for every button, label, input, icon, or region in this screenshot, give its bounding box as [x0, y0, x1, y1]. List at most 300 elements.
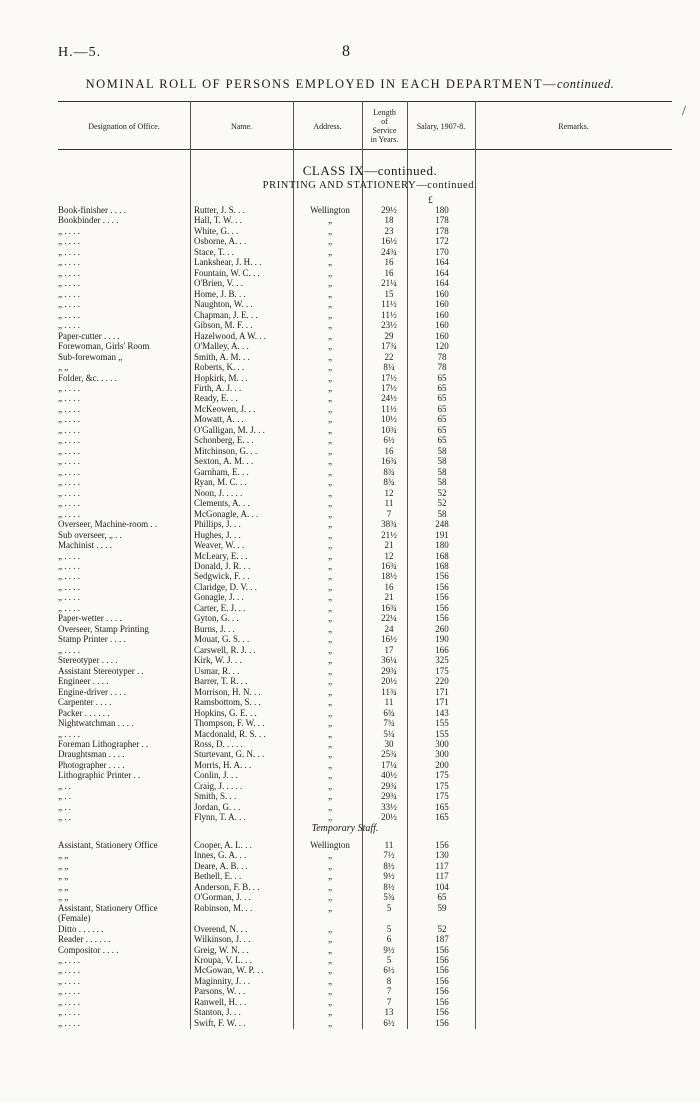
cell-address: „	[328, 850, 332, 861]
cell-address: „	[328, 944, 332, 955]
cell-name: Ryan, M. C. . .	[194, 477, 247, 488]
cell-address: „	[328, 923, 332, 934]
cell-designation: Compositor . . . .	[58, 944, 119, 955]
cell-salary: 180	[435, 540, 449, 551]
cell-name: Schonberg, E. . .	[194, 435, 254, 446]
cell-name: Stace, T. . .	[194, 246, 234, 257]
cell-designation: (Female)	[58, 913, 91, 924]
cell-address: „	[328, 236, 332, 247]
cell-address: „	[328, 225, 332, 236]
cell-address: „	[328, 871, 332, 882]
cell-salary: 58	[437, 508, 447, 519]
column-rule	[190, 149, 191, 1029]
department-title: PRINTING AND STATIONERY—continued.	[262, 180, 478, 191]
cell-address: „	[328, 466, 332, 477]
cell-name: Hopkirk, M. . .	[194, 372, 248, 383]
cell-address: „	[328, 770, 332, 781]
cell-address: „	[328, 215, 332, 226]
cell-name: Bethell, E. . .	[194, 871, 242, 882]
cell-name: Mowatt, A. . .	[194, 414, 244, 425]
cell-address: „	[328, 550, 332, 561]
cell-length: 7	[386, 986, 392, 997]
cell-length: 21½	[381, 529, 397, 540]
cell-length: 16	[384, 581, 394, 592]
cell-name: Parsons, W. . .	[194, 986, 246, 997]
cell-name: Cooper, A. L. . .	[194, 840, 252, 850]
cell-length: 29½	[381, 205, 397, 215]
cell-length: 25¾	[381, 749, 397, 760]
cell-designation: Reader . . . . . .	[58, 934, 111, 945]
cell-designation: „ . . . .	[58, 445, 80, 456]
cell-name: McGonagle, A. . .	[194, 508, 259, 519]
cell-name: Robinson, M. . .	[194, 902, 253, 913]
cell-designation: „ . .	[58, 812, 71, 823]
cell-length: 22	[384, 351, 394, 362]
column-header-length	[362, 108, 407, 144]
cell-address: „	[328, 246, 332, 257]
cell-name: Wilkinson, J. . .	[194, 934, 251, 945]
cell-name: Kroupa, V. L. . .	[194, 954, 252, 965]
cell-designation: Ditto . . . . . .	[58, 923, 104, 934]
cell-length: 16¾	[381, 456, 397, 467]
cell-length: 11½	[381, 309, 397, 320]
cell-name: Donald, J. R. . .	[194, 560, 251, 571]
cell-salary: 178	[435, 225, 449, 236]
cell-length: 6½	[383, 965, 395, 976]
cell-designation: „ . .	[58, 801, 71, 812]
cell-salary: 175	[435, 791, 449, 802]
cell-name: White, G. . .	[194, 225, 239, 236]
cell-length: 18½	[381, 571, 397, 582]
cell-address: „	[328, 571, 332, 582]
cell-salary: 164	[435, 278, 449, 289]
cell-salary: 160	[435, 288, 449, 299]
cell-length: 17½	[381, 382, 397, 393]
cell-designation: Book-finisher . . . .	[58, 205, 126, 215]
cell-designation: Bookbinder . . . .	[58, 215, 119, 226]
cell-length: 29	[384, 330, 394, 341]
cell-designation: Photographer . . . .	[58, 759, 125, 770]
cell-salary: 65	[437, 382, 447, 393]
column-header-designation: Designation of Office.	[88, 122, 160, 131]
cell-name: Craig, J. . . . .	[194, 780, 243, 791]
cell-length: 11	[384, 498, 394, 509]
cell-name: Burns, J. . .	[194, 623, 235, 634]
cell-salary: 164	[435, 257, 449, 268]
cell-length: 12	[384, 487, 394, 498]
cell-name: Maginnity, J. . .	[194, 975, 251, 986]
cell-address: „	[328, 592, 332, 603]
cell-salary: 156	[435, 592, 449, 603]
cell-salary: 58	[437, 477, 447, 488]
currency-symbol: £	[428, 196, 433, 206]
cell-salary: 175	[435, 665, 449, 676]
cell-address: „	[328, 257, 332, 268]
cell-salary: 58	[437, 456, 447, 467]
cell-designation: „ „	[58, 860, 69, 871]
cell-address: „	[328, 1007, 332, 1018]
cell-address: „	[328, 1017, 332, 1028]
cell-length: 9½	[383, 871, 395, 882]
cell-salary: 59	[437, 902, 447, 913]
cell-name: Garnham, E. . .	[194, 466, 249, 477]
cell-name: O'Malley, A. . .	[194, 341, 249, 352]
column-header-remarks: Remarks.	[558, 122, 589, 131]
cell-designation: „ . . . .	[58, 477, 80, 488]
cell-salary: 170	[435, 246, 449, 257]
cell-length: 24½	[381, 393, 397, 404]
cell-address: „	[328, 934, 332, 945]
cell-salary: 165	[435, 812, 449, 823]
cell-name: Anderson, F. B. . .	[194, 881, 260, 892]
cell-designation: „ . . . .	[58, 487, 80, 498]
cell-length: 38¾	[381, 519, 397, 530]
cell-length: 40½	[381, 770, 397, 781]
cell-length: 13	[384, 1007, 394, 1018]
cell-designation: „ . . . .	[58, 954, 80, 965]
cell-salary: 104	[435, 881, 449, 892]
cell-address: „	[328, 330, 332, 341]
cell-address: „	[328, 812, 332, 823]
cell-salary: 117	[435, 860, 449, 871]
cell-designation: „ . . . .	[58, 393, 80, 404]
cell-name: Deare, A. B. . .	[194, 860, 248, 871]
cell-address: „	[328, 686, 332, 697]
cell-name: Sexton, A. M. . .	[194, 456, 254, 467]
cell-salary: 65	[437, 393, 447, 404]
cell-address: „	[328, 860, 332, 871]
cell-salary: 168	[435, 560, 449, 571]
cell-address: „	[328, 403, 332, 414]
cell-designation: „ . . . .	[58, 550, 80, 561]
cell-designation: „ . . . .	[58, 236, 80, 247]
cell-designation: „ . . . .	[58, 278, 80, 289]
cell-name: O'Gorman, J. . .	[194, 892, 251, 903]
cell-salary: 160	[435, 330, 449, 341]
cell-address: „	[328, 892, 332, 903]
cell-designation: Forewoman, Girls' Room	[58, 341, 150, 352]
cell-name: Carter, E. J. . .	[194, 602, 246, 613]
cell-salary: 156	[435, 996, 449, 1007]
cell-length: 24	[384, 623, 394, 634]
cell-address: „	[328, 965, 332, 976]
cell-name: Mitchinson, G. . .	[194, 445, 258, 456]
header-bottom-rule	[58, 149, 672, 150]
cell-length: 5	[386, 902, 392, 913]
cell-salary: 155	[435, 718, 449, 729]
cell-length: 11½	[381, 403, 397, 414]
cell-designation: „ . . . .	[58, 225, 80, 236]
cell-address: „	[328, 996, 332, 1007]
cell-name: Barrer, T. R. . .	[194, 676, 248, 687]
cell-length: 12	[384, 550, 394, 561]
cell-name: Weaver, W. . .	[194, 540, 245, 551]
cell-name: Conlin, J. . .	[194, 770, 238, 781]
cell-designation: Assistant, Stationery Office	[58, 902, 158, 913]
cell-length: 8¾	[383, 477, 395, 488]
cell-salary: 65	[437, 414, 447, 425]
cell-length: 8½	[383, 881, 395, 892]
cell-salary: 156	[435, 944, 449, 955]
cell-salary: 260	[435, 623, 449, 634]
cell-address: „	[328, 759, 332, 770]
cell-address: „	[328, 581, 332, 592]
cell-name: Smith, S. . .	[194, 791, 237, 802]
cell-address: „	[328, 791, 332, 802]
cell-length: 29¾	[381, 791, 397, 802]
cell-length: 17	[384, 644, 394, 655]
cell-designation: Overseer, Machine-room . .	[58, 519, 158, 530]
length-line-3: Service	[372, 126, 397, 135]
cell-salary: 325	[435, 655, 449, 666]
cell-designation: Overseer, Stamp Printing	[58, 623, 149, 634]
cell-address: „	[328, 341, 332, 352]
cell-length: 11	[384, 840, 394, 850]
cell-name: McKeowen, J. . .	[194, 403, 256, 414]
cell-salary: 175	[435, 780, 449, 791]
cell-salary: 180	[435, 205, 449, 215]
cell-salary: 156	[435, 965, 449, 976]
cell-name: Naughton, W. . .	[194, 299, 253, 310]
cell-salary: 155	[435, 728, 449, 739]
cell-name: Hall, T. W. . .	[194, 215, 242, 226]
cell-designation: Carpenter . . . .	[58, 697, 112, 708]
cell-designation: „ „	[58, 871, 69, 882]
header-top-rule	[58, 101, 672, 102]
cell-designation: „ „	[58, 362, 69, 373]
cell-designation: „ . . . .	[58, 320, 80, 331]
cell-salary: 160	[435, 309, 449, 320]
cell-address: „	[328, 445, 332, 456]
cell-designation: Sub overseer, „ . .	[58, 529, 122, 540]
cell-length: 7½	[383, 850, 395, 861]
cell-name: Phillips, J. . .	[194, 519, 241, 530]
cell-address: „	[328, 414, 332, 425]
cell-salary: 190	[435, 634, 449, 645]
cell-address: „	[328, 540, 332, 551]
cell-length: 5	[386, 923, 392, 934]
cell-name: McGowan, W. P. . .	[194, 965, 264, 976]
cell-designation: „ „	[58, 850, 69, 861]
cell-salary: 165	[435, 801, 449, 812]
cell-name: Lankshear, J. H. . .	[194, 257, 262, 268]
cell-designation: „ . . . .	[58, 257, 80, 268]
cell-length: 16	[384, 445, 394, 456]
column-header-address: Address.	[313, 122, 342, 131]
cell-designation: „ . . . .	[58, 581, 80, 592]
cell-name: Morrison, H. N. . .	[194, 686, 261, 697]
cell-length: 21¼	[381, 278, 397, 289]
cell-name: Ranwell, H. . .	[194, 996, 247, 1007]
cell-designation: „ „	[58, 892, 69, 903]
cell-address: „	[328, 697, 332, 708]
cell-name: Hazelwood, A W. . .	[194, 330, 266, 341]
cell-length: 5	[386, 954, 392, 965]
cell-designation: Paper-cutter . . . .	[58, 330, 120, 341]
cell-address: „	[328, 623, 332, 634]
cell-address: „	[328, 954, 332, 965]
cell-length: 9½	[383, 944, 395, 955]
cell-designation: Engine-driver . . . .	[58, 686, 126, 697]
cell-length: 15	[384, 288, 394, 299]
cell-designation: Paper-wetter . . . .	[58, 613, 122, 624]
cell-length: 16	[384, 257, 394, 268]
cell-length: 6½	[383, 1017, 395, 1028]
cell-name: Sedgwick, F. . .	[194, 571, 250, 582]
cell-name: Home, J. B. . .	[194, 288, 246, 299]
cell-length: 7¾	[383, 718, 395, 729]
cell-address: „	[328, 644, 332, 655]
cell-address: „	[328, 309, 332, 320]
cell-salary: 171	[435, 697, 449, 708]
cell-name: Gonagle, J. . .	[194, 592, 244, 603]
cell-address: „	[328, 288, 332, 299]
cell-designation: „ . . . .	[58, 309, 80, 320]
cell-designation: „ . . . .	[58, 456, 80, 467]
cell-designation: „ . . . .	[58, 403, 80, 414]
cell-designation: „ . . . .	[58, 571, 80, 582]
cell-designation: Stereotyper . . . .	[58, 655, 118, 666]
cell-address: „	[328, 362, 332, 373]
cell-salary: 65	[437, 435, 447, 446]
cell-length: 10¾	[381, 424, 397, 435]
cell-name: Usmar, R. . .	[194, 665, 240, 676]
cell-name: Hughes, J. . .	[194, 529, 241, 540]
cell-length: 23	[384, 225, 394, 236]
cell-designation: Sub-forewoman „	[58, 351, 123, 362]
cell-length: 7	[386, 996, 392, 1007]
page-number: 8	[342, 43, 350, 60]
cell-length: 36¼	[381, 655, 397, 666]
cell-length: 6	[386, 934, 392, 945]
length-line-1: Length	[373, 108, 396, 117]
cell-designation: Stamp Printer . . . .	[58, 634, 126, 645]
cell-length: 24¾	[381, 246, 397, 257]
cell-name: Claridge, D. V. . .	[194, 581, 257, 592]
cell-name: Innes, G. A. . .	[194, 850, 247, 861]
cell-address: „	[328, 707, 332, 718]
title-main: NOMINAL ROLL OF PERSONS EMPLOYED IN EACH DEPARTMENT—	[85, 77, 557, 91]
cell-salary: 300	[435, 749, 449, 760]
cell-length: 30	[384, 738, 394, 749]
cell-length: 20½	[381, 812, 397, 823]
cell-name: Kirk, W. J. . .	[194, 655, 242, 666]
cell-name: Osborne, A. . .	[194, 236, 247, 247]
cell-salary: 52	[437, 498, 447, 509]
cell-name: Hopkins, G. E. . .	[194, 707, 257, 718]
column-rule	[362, 149, 363, 1029]
cell-address: „	[328, 299, 332, 310]
cell-salary: 65	[437, 892, 447, 903]
length-line-2: of	[381, 117, 388, 126]
cell-salary: 156	[435, 571, 449, 582]
cell-length: 21	[384, 592, 394, 603]
cell-address: „	[328, 529, 332, 540]
cell-salary: 52	[437, 923, 447, 934]
cell-name: O'Brien, V. . .	[194, 278, 244, 289]
cell-name: Roberts, K. . .	[194, 362, 245, 373]
cell-address: „	[328, 602, 332, 613]
cell-designation: Machinist . . . .	[58, 540, 112, 551]
cell-designation: „ . .	[58, 791, 71, 802]
cell-designation: „ . . . .	[58, 996, 80, 1007]
cell-length: 16½	[381, 236, 397, 247]
cell-length: 8¾	[383, 466, 395, 477]
cell-address: „	[328, 560, 332, 571]
cell-address: „	[328, 801, 332, 812]
cell-address: „	[328, 881, 332, 892]
cell-name: Greig, W. N. . .	[194, 944, 249, 955]
cell-salary: 191	[435, 529, 449, 540]
cell-salary: 120	[435, 341, 449, 352]
cell-length: 21	[384, 540, 394, 551]
cell-designation: Packer . . . . . .	[58, 707, 110, 718]
cell-designation: „ . . . .	[58, 382, 80, 393]
cell-length: 17¾	[381, 341, 397, 352]
cell-name: Macdonald, R. S. . .	[194, 728, 266, 739]
temporary-staff-heading: Temporary Staff.	[311, 823, 379, 834]
cell-designation: „ . . . .	[58, 1007, 80, 1018]
column-header-name: Name.	[230, 122, 253, 131]
cell-address: Wellington	[310, 205, 350, 215]
cell-name: Stanton, J. . .	[194, 1007, 241, 1018]
cell-designation: „ . . . .	[58, 246, 80, 257]
title-continued: continued.	[556, 77, 615, 91]
cell-salary: 58	[437, 466, 447, 477]
page-title	[0, 77, 700, 92]
cell-address: „	[328, 320, 332, 331]
cell-address: „	[328, 351, 332, 362]
cell-name: Ross, D. . . . .	[194, 738, 243, 749]
cell-length: 6¾	[383, 707, 395, 718]
cell-salary: 65	[437, 424, 447, 435]
cell-length: 16¾	[381, 560, 397, 571]
cell-name: Carswell, R. J. . .	[194, 644, 256, 655]
cell-name: Rutter, J. S. . .	[194, 205, 245, 215]
cell-salary: 156	[435, 975, 449, 986]
cell-length: 11¾	[381, 686, 397, 697]
cell-salary: 65	[437, 372, 447, 383]
cell-address: „	[328, 456, 332, 467]
cell-address: „	[328, 519, 332, 530]
cell-address: „	[328, 435, 332, 446]
cell-address: „	[328, 738, 332, 749]
cell-salary: 156	[435, 1017, 449, 1028]
cell-length: 8½	[383, 860, 395, 871]
cell-address: „	[328, 718, 332, 729]
margin-mark: /	[682, 104, 686, 119]
cell-name: Gibson, M. F. . .	[194, 320, 253, 331]
cell-designation: „ . . . .	[58, 466, 80, 477]
cell-salary: 156	[435, 840, 449, 850]
cell-designation: „ . . . .	[58, 644, 80, 655]
cell-length: 23½	[381, 320, 397, 331]
cell-name: Noon, J. . . . .	[194, 487, 243, 498]
cell-length: 20½	[381, 676, 397, 687]
cell-address: „	[328, 278, 332, 289]
cell-address: „	[328, 728, 332, 739]
cell-salary: 175	[435, 770, 449, 781]
cell-designation: „ . . . .	[58, 965, 80, 976]
cell-address: „	[328, 975, 332, 986]
cell-address: „	[328, 267, 332, 278]
cell-length: 22¼	[381, 613, 397, 624]
cell-designation: „ . . . .	[58, 728, 80, 739]
cell-salary: 156	[435, 1007, 449, 1018]
cell-salary: 78	[437, 362, 447, 373]
cell-address: „	[328, 382, 332, 393]
cell-length: 16	[384, 267, 394, 278]
